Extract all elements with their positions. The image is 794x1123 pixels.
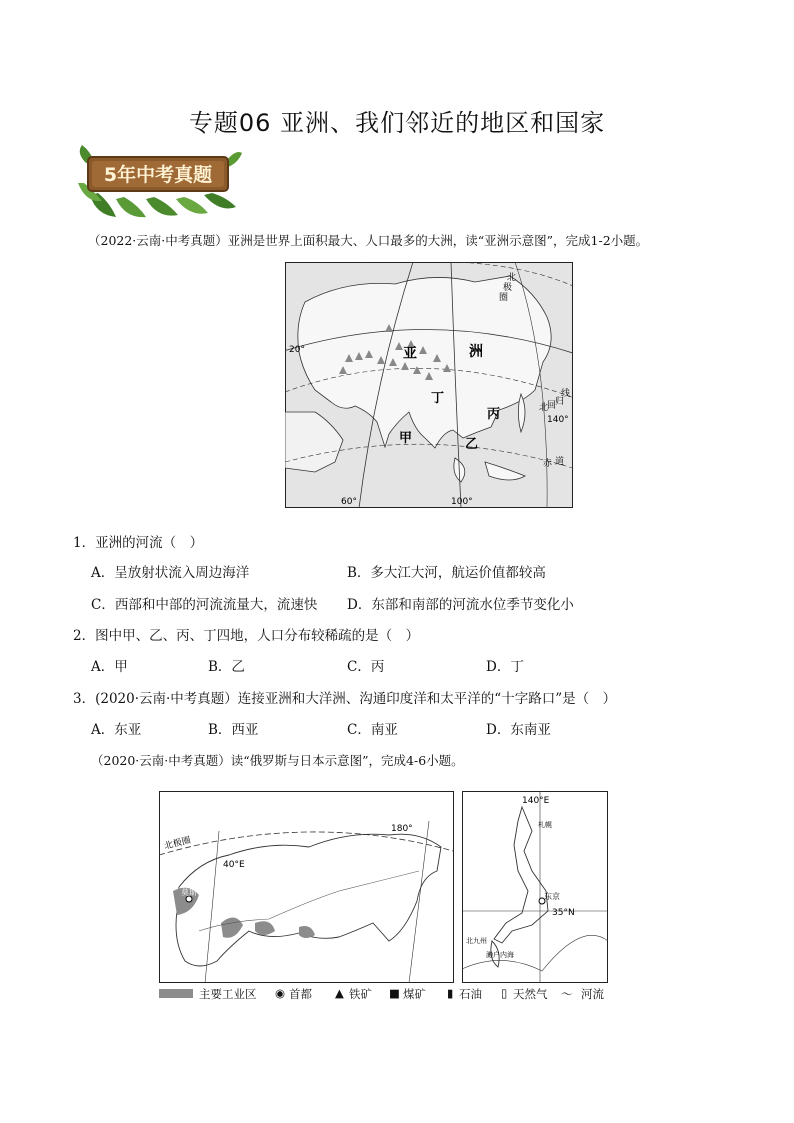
q1-option-c: C．西部和中部的河流流量大，流速快 (91, 597, 318, 613)
q3-option-d: D．东南亚 (486, 722, 551, 738)
asia-map (285, 262, 573, 508)
legend-oil: 石油 (459, 987, 482, 1001)
legend-iron: 铁矿 (349, 987, 372, 1001)
label-tropic-4: 线 (561, 389, 571, 399)
label-lon180: 180° (391, 824, 413, 834)
oil-icon: ▮ (447, 986, 454, 1000)
legend-river: 河流 (581, 987, 604, 1001)
label-equator-1: 赤 (543, 459, 553, 469)
label-tropic-3: 归 (555, 397, 565, 407)
label-inland-sea: 濑户内海 (486, 951, 514, 959)
q1-option-d: D．东部和南部的河流水位季节变化小 (347, 597, 574, 613)
label-lon140: 140° (547, 415, 569, 425)
label-yi: 乙 (465, 437, 479, 452)
q2-option-c: C．丙 (347, 659, 385, 675)
q2-option-b: B．乙 (208, 659, 245, 675)
river-icon: 〜 (561, 987, 573, 1001)
capital-icon: ◉ (275, 986, 286, 1000)
label-sapporo: 札幌 (538, 821, 552, 829)
chapter-badge (76, 143, 242, 219)
label-moscow: 莫斯科 (181, 888, 205, 897)
badge-text: 5年中考真题 (103, 164, 213, 186)
label-equator-2: 道 (555, 457, 565, 467)
label-ding: 丁 (431, 391, 445, 406)
q3-option-b: B．西亚 (208, 722, 259, 738)
legend-capital: 首都 (289, 987, 312, 1001)
label-jia: 甲 (399, 431, 413, 446)
q1-option-b: B．多大江大河，航运价值都较高 (347, 565, 546, 581)
label-tropic-1: 北 (539, 403, 549, 413)
legend-industrial: 主要工业区 (199, 987, 257, 1001)
gas-icon: ▯ (501, 986, 508, 1000)
iron-icon: ▲ (335, 986, 344, 1000)
label-arctic-2: 极 (503, 283, 513, 293)
q3-option-c: C．南亚 (347, 722, 398, 738)
label-tropic-2: 回 (547, 401, 557, 411)
q2-stem: 2．图中甲、乙、丙、丁四地，人口分布较稀疏的是（ ） (73, 628, 420, 644)
label-tokyo: 东京 (544, 892, 560, 901)
q3-option-a: A．东亚 (91, 722, 142, 738)
q1-option-a: A．呈放射状流入周边海洋 (91, 565, 250, 581)
coal-icon: ■ (389, 986, 400, 1000)
label-arctic-circle: 北极圈 (163, 835, 192, 852)
label-arctic-1: 北 (507, 273, 517, 283)
q1-stem: 1．亚洲的河流（ ） (73, 535, 204, 551)
label-asia-1: 亚 (403, 346, 417, 362)
label-arctic-3: 圈 (499, 293, 509, 303)
russia-map (159, 791, 454, 983)
japan-map (462, 791, 608, 983)
q3-stem: 3．(2020·云南·中考真题）连接亚洲和大洋洲、沟通印度洋和太平洋的“十字路口”是（ ） (73, 691, 617, 707)
q2-option-a: A．甲 (91, 659, 128, 675)
map-legend (159, 986, 611, 1002)
label-lon100: 100° (451, 497, 473, 507)
legend-coal: 煤矿 (403, 987, 426, 1001)
intro-text-1: （2022·云南·中考真题）亚洲是世界上面积最大、人口最多的大洲，读“亚洲示意图”，完成1-2小题。 (88, 233, 649, 248)
page-title: 专题06 亚洲、我们邻近的地区和国家 (188, 109, 606, 137)
label-asia-2: 洲 (469, 344, 483, 360)
label-lon140e: 140°E (522, 796, 550, 806)
label-lon40e: 40°E (223, 860, 245, 870)
label-lat35n: 35°N (552, 908, 575, 918)
label-bing: 丙 (487, 407, 501, 422)
q2-option-d: D．丁 (486, 659, 524, 675)
intro-text-2: （2020·云南·中考真题）读“俄罗斯与日本示意图”，完成4-6小题。 (91, 753, 464, 768)
label-kitakyushu: 北九州 (466, 937, 487, 945)
industrial-area-swatch (159, 989, 193, 998)
label-lon60: 60° (341, 497, 357, 507)
label-lat20: 20° (289, 345, 305, 355)
legend-gas: 天然气 (513, 987, 548, 1001)
